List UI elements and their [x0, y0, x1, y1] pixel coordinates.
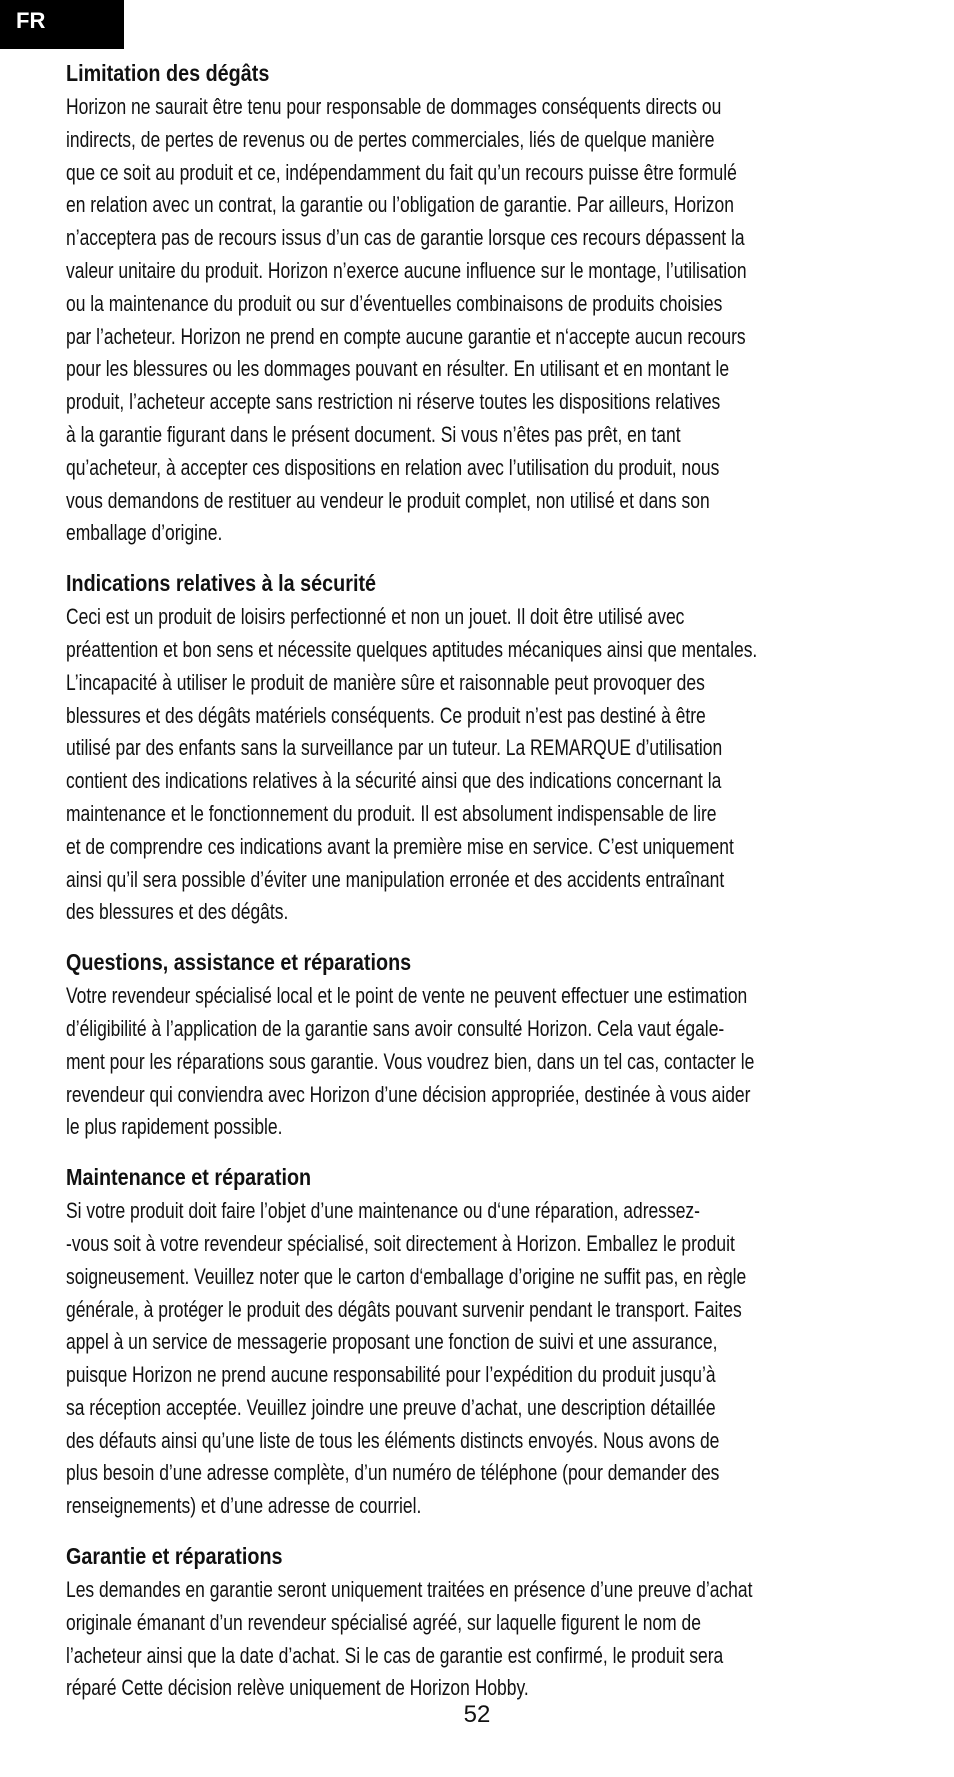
section-securite	[66, 568, 896, 929]
body-line: revendeur qui conviendra avec Horizon d’une décision appropriée, destinée à vous aider	[66, 1081, 751, 1107]
body-line: préattention et bon sens et nécessite quelques aptitudes mécaniques ainsi que mentales.	[66, 636, 758, 662]
body-line: vous demandons de restituer au vendeur le produit complet, non utilisé et dans son	[66, 487, 710, 513]
body-line: Si votre produit doit faire l’objet d’une maintenance ou d‘une réparation, adressez-	[66, 1198, 700, 1224]
body-line: produit, l’acheteur accepte sans restriction ni réserve toutes les dispositions relatives	[66, 389, 721, 415]
body-line: l’acheteur ainsi que la date d’achat. Si le cas de garantie est confirmé, le produit sera	[66, 1642, 724, 1668]
section-heading: Indications relatives à la sécurité	[66, 570, 377, 597]
body-line: puisque Horizon ne prend aucune responsabilité pour l’expédition du produit jusqu’à	[66, 1362, 716, 1388]
body-line: et de comprendre ces indications avant la première mise en service. C’est uniquement	[66, 833, 734, 859]
body-line: L’incapacité à utiliser le produit de manière sûre et raisonnable peut provoquer des	[66, 669, 705, 695]
body-line: que ce soit au produit et ce, indépendamment du fait qu’un recours puisse être formulé	[66, 159, 737, 185]
body-line: maintenance et le fonctionnement du produit. Il est absolument indispensable de lire	[66, 800, 717, 826]
document-body	[66, 58, 896, 1723]
body-line: en relation avec un contrat, la garantie ou l’obligation de garantie. Par ailleurs, Horizon	[66, 192, 734, 218]
body-line: emballage d’origine.	[66, 520, 223, 546]
body-line: réparé Cette décision relève uniquement de Horizon Hobby.	[66, 1675, 529, 1701]
section-heading: Limitation des dégâts	[66, 60, 270, 86]
body-line: d’éligibilité à l’application de la garantie sans avoir consulté Horizon. Cela vaut égale-	[66, 1015, 725, 1041]
body-line: pour les blessures ou les dommages pouvant en résulter. En utilisant et en montant le	[66, 356, 730, 382]
body-line: des défauts ainsi qu’une liste de tous les éléments distincts envoyés. Nous avons de	[66, 1427, 720, 1453]
body-line: le plus rapidement possible.	[66, 1114, 283, 1140]
body-line: ainsi qu’il sera possible d’éviter une manipulation erronée et des accidents entraînant	[66, 866, 725, 892]
body-line: -vous soit à votre revendeur spécialisé, soit directement à Horizon. Emballez le produit	[66, 1230, 735, 1256]
body-line: qu’acheteur, à accepter ces dispositions en relation avec l’utilisation du produit, nous	[66, 454, 720, 480]
section-heading: Questions, assistance et réparations	[66, 949, 412, 976]
section-heading: Maintenance et réparation	[66, 1164, 312, 1191]
body-line: Ceci est un produit de loisirs perfectionné et non un jouet. Il doit être utilisé avec	[66, 604, 685, 630]
body-line: Horizon ne saurait être tenu pour responsable de dommages conséquents directs ou	[66, 94, 722, 119]
body-line: sa réception acceptée. Veuillez joindre une preuve d’achat, une description détaillée	[66, 1394, 716, 1420]
body-line: ou la maintenance du produit ou sur d’éventuelles combinaisons de produits choisies	[66, 290, 723, 316]
section-questions	[66, 947, 896, 1144]
section-heading: Garantie et réparations	[66, 1543, 283, 1570]
section-limitation	[66, 58, 896, 550]
body-line: appel à un service de messagerie proposant une fonction de suivi et une assurance,	[66, 1329, 718, 1355]
section-body	[66, 601, 896, 929]
section-body	[66, 91, 896, 550]
language-tab: FR	[0, 0, 124, 49]
body-line: des blessures et des dégâts.	[66, 899, 289, 925]
body-line: par l’acheteur. Horizon ne prend en compte aucune garantie et n‘accepte aucun recours	[66, 323, 746, 349]
section-maintenance	[66, 1162, 896, 1523]
body-line: utilisé par des enfants sans la surveillance par un tuteur. La REMARQUE d’utilisation	[66, 735, 723, 761]
body-line: indirects, de pertes de revenus ou de pertes commerciales, liés de quelque manière	[66, 126, 715, 152]
section-body	[66, 1574, 896, 1705]
body-line: originale émanant d’un revendeur spécialisé agréé, sur laquelle figurent le nom de	[66, 1609, 701, 1635]
body-line: Votre revendeur spécialisé local et le point de vente ne peuvent effectuer une estimation	[66, 983, 748, 1009]
section-garantie	[66, 1541, 896, 1705]
body-line: blessures et des dégâts matériels conséquents. Ce produit n’est pas destiné à être	[66, 702, 706, 728]
section-body	[66, 980, 896, 1144]
body-line: à la garantie figurant dans le présent document. Si vous n’êtes pas prêt, en tant	[66, 421, 681, 447]
section-body	[66, 1195, 896, 1523]
body-line: n’acceptera pas de recours issus d’un cas de garantie lorsque ces recours dépassent la	[66, 225, 745, 251]
body-line: soigneusement. Veuillez noter que le carton d‘emballage d’origine ne suffit pas, en règle	[66, 1263, 747, 1289]
body-line: renseignements) et d’une adresse de courriel.	[66, 1493, 422, 1519]
page-number: 52	[463, 1701, 491, 1728]
body-line: plus besoin d’une adresse complète, d’un numéro de téléphone (pour demander des	[66, 1460, 720, 1486]
body-line: Les demandes en garantie seront uniquement traitées en présence d’une preuve d’achat	[66, 1577, 753, 1603]
body-line: valeur unitaire du produit. Horizon n’exerce aucune influence sur le montage, l’utilisation	[66, 257, 747, 283]
body-line: ment pour les réparations sous garantie. Vous voudrez bien, dans un tel cas, contacter le	[66, 1048, 755, 1074]
body-line: contient des indications relatives à la sécurité ainsi que des indications concernant la	[66, 768, 722, 794]
body-line: générale, à protéger le produit des dégâts pouvant survenir pendant le transport. Faites	[66, 1296, 742, 1322]
